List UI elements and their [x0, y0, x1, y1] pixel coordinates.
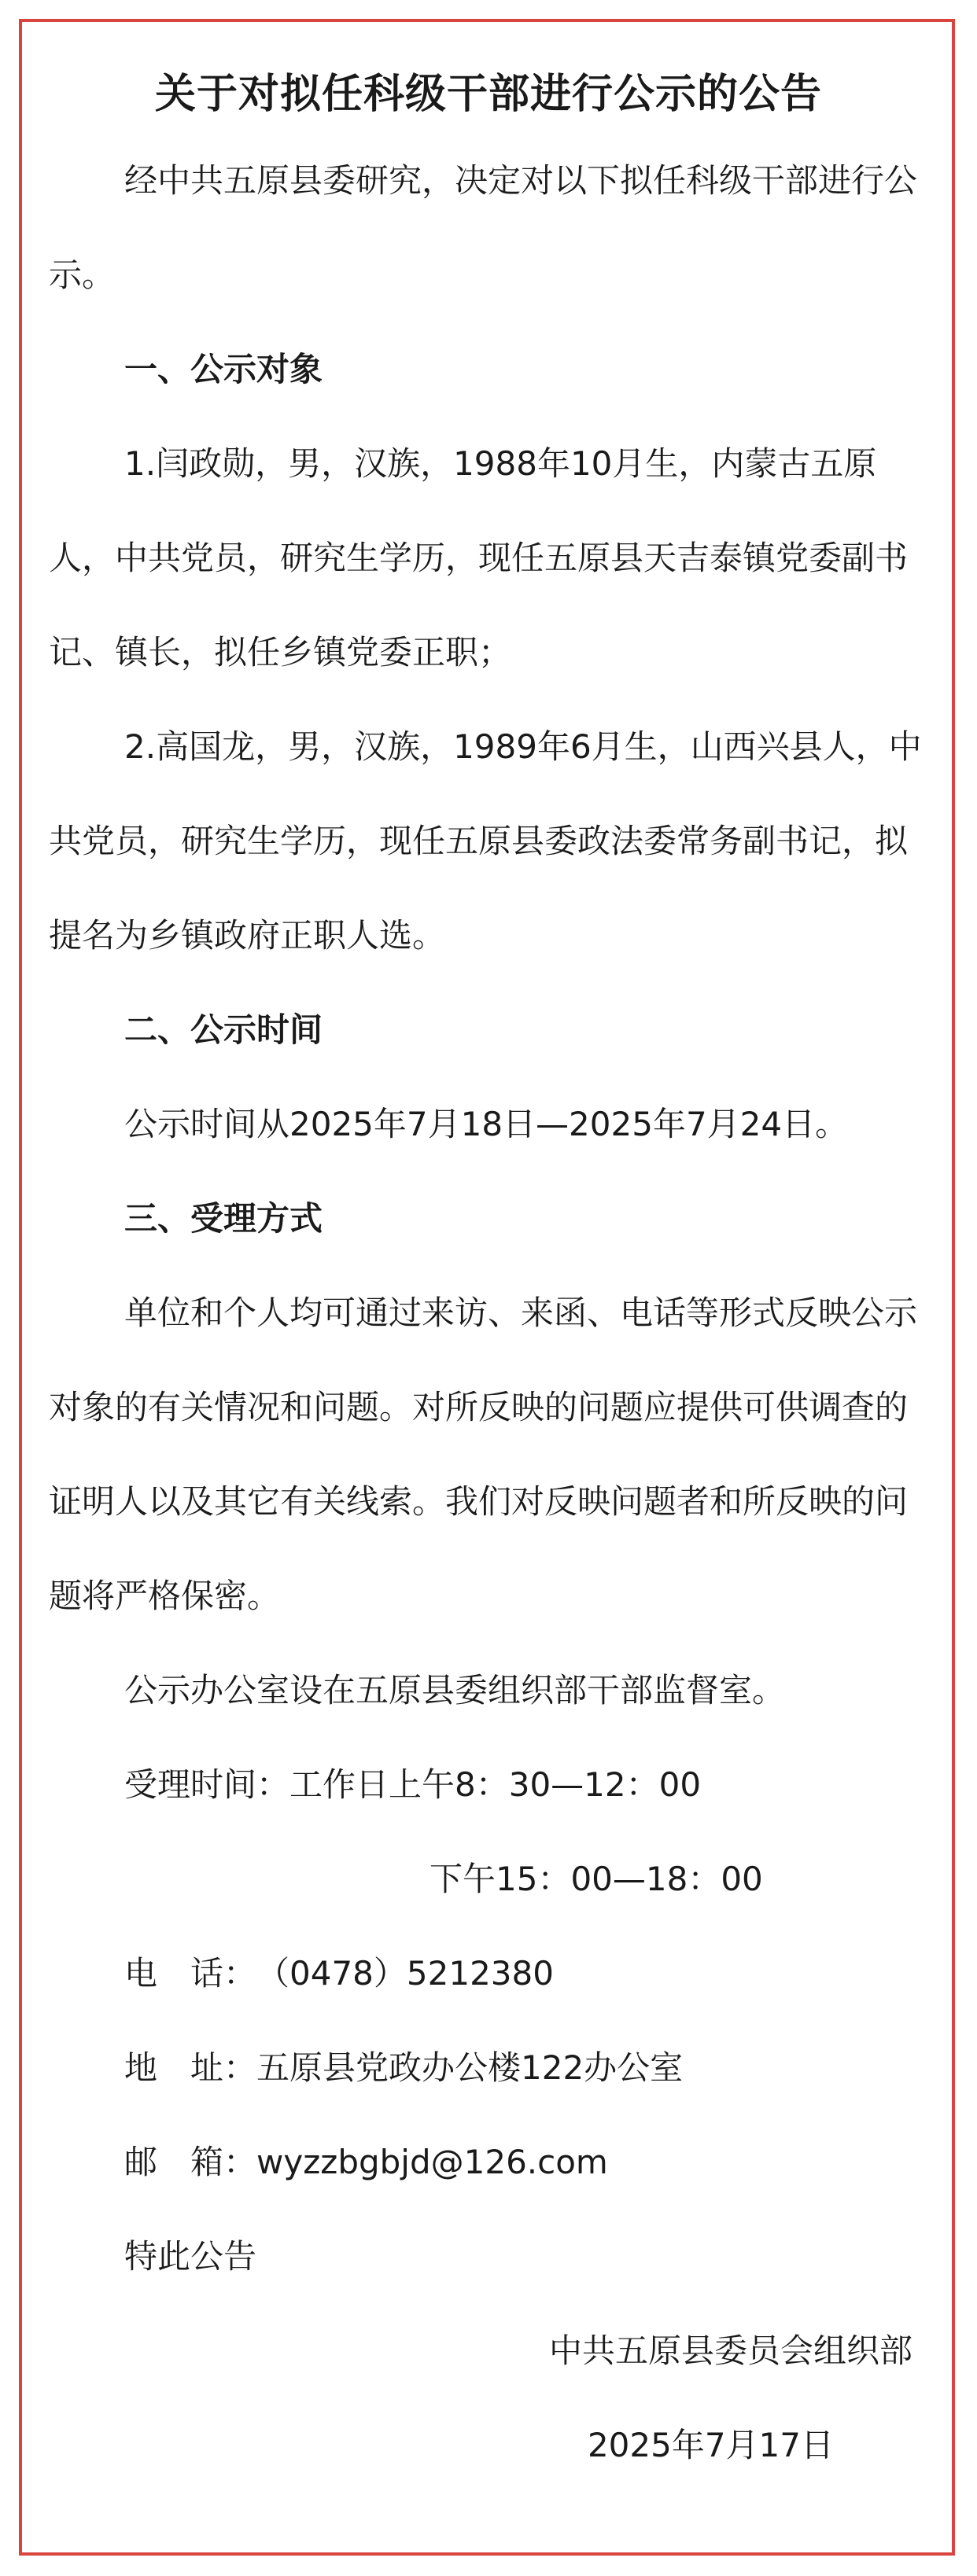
- office-location: 公示办公室设在五原县委组织部干部监督室。: [124, 1671, 786, 1709]
- section-heading-method: 三、受理方式: [124, 1199, 323, 1238]
- address-value: 五原县党政办公楼122办公室: [256, 2048, 684, 2087]
- email-value: wyzzbgbjd@126.com: [256, 2143, 608, 2181]
- method-text: 单位和个人均可通过来访、来函、电话等形式反映公示对象的有关情况和问题。对所反映的问题应提供可供调查的证明人以及其它有关线索。我们对反映问题者和所反映的问题将严格保密。: [49, 1294, 918, 1615]
- phone-line: [49, 1926, 928, 2021]
- address-label: 地 址：: [124, 2048, 257, 2087]
- notice-content: [49, 55, 928, 2493]
- hours-pm: 下午15：00—18：00: [430, 1860, 763, 1898]
- section-heading-subjects: 一、公示对象: [124, 350, 323, 388]
- signature-date: 2025年7月17日: [587, 2426, 834, 2464]
- hours-am: 工作日上午8：30—12：00: [289, 1765, 702, 1804]
- intro-paragraph: 经中共五原县委研究，决定对以下拟任科级干部进行公示。: [49, 161, 918, 294]
- phone-label: 电 话：: [124, 1954, 257, 1993]
- subject-item-1: 1.闫政勋，男，汉族，1988年10月生，内蒙古五原人，中共党员，研究生学历，现任五原县天吉泰镇党委副书记、镇长，拟任乡镇党委正职；: [49, 444, 909, 672]
- email-label: 邮 箱：: [124, 2143, 257, 2181]
- email-line: [49, 2115, 928, 2210]
- period-text: 公示时间从2025年7月18日—2025年7月24日。: [124, 1105, 849, 1143]
- hours-line: [49, 1738, 928, 1832]
- notice-title: 关于对拟任科级干部进行公示的公告: [154, 71, 822, 118]
- hours-label: 受理时间：: [124, 1765, 290, 1804]
- phone-number: （0478）5212380: [256, 1954, 554, 1993]
- closing-text: 特此公告: [124, 2237, 257, 2276]
- section-heading-period: 二、公示时间: [124, 1010, 323, 1049]
- signature-org: 中共五原县委员会组织部: [548, 2331, 912, 2370]
- address-line: [49, 2021, 928, 2115]
- subject-item-2: 2.高国龙，男，汉族，1989年6月生，山西兴县人，中共党员，研究生学历，现任五原县委政法委常务副书记，拟提名为乡镇政府正职人选。: [49, 727, 922, 955]
